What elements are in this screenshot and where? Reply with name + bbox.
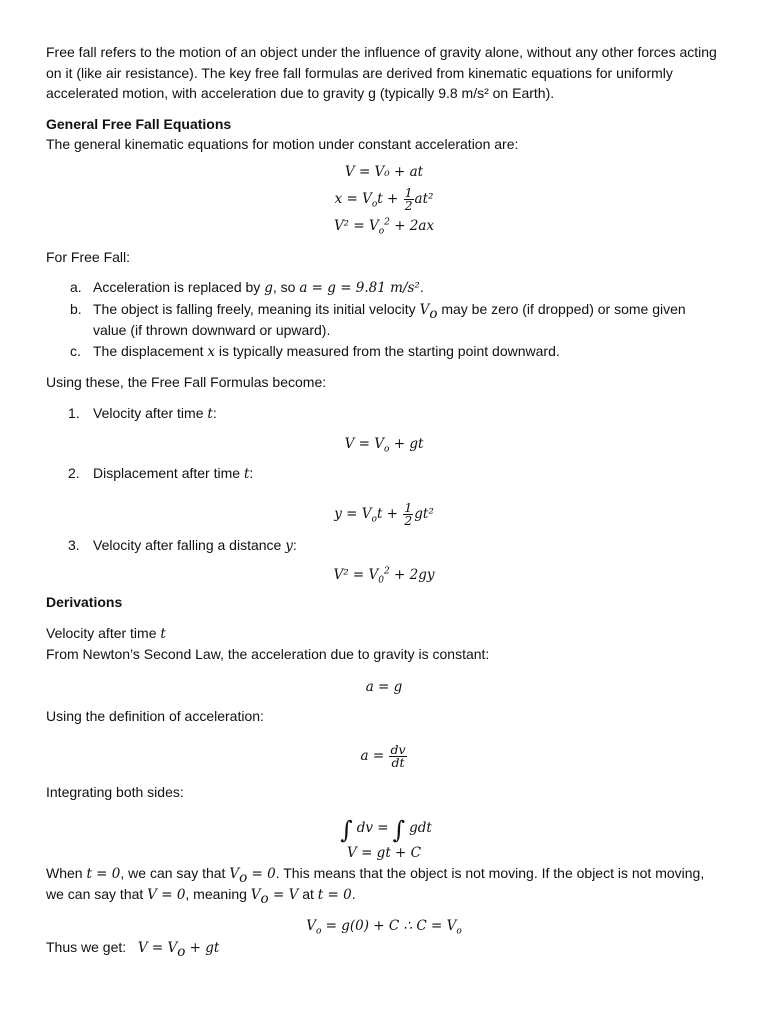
equation-free-fall-displacement: $y = V_ot$ + $\frac{1}{2}$ gt² [334, 499, 434, 528]
list-item: a. Acceleration is replaced by g, so a = g = 9.81 m/s². [70, 279, 424, 296]
equation-displacement: $x = V_ot$ + $\frac{1}{2}$ at² [334, 184, 434, 213]
equation-velocity-squared: $V^2 = V_o^2 + 2ax$ [333, 217, 435, 237]
document-page [46, 42, 722, 958]
intro-paragraph: Free fall refers to the motion of an object under the influence of gravity alone, without any other forces acting on it (like air resistance). The key free fall formulas are derived from kinematic equations for uniformly accelerated motion, with acceleration due to gravity g (typically 9.8 m/s² on Earth). [46, 44, 717, 101]
free-fall-conditions-list [46, 277, 722, 362]
newton-text: From Newton’s Second Law, the acceleration due to gravity is constant: [46, 646, 490, 662]
derivations-heading: Derivations [46, 594, 123, 610]
initial-condition-paragraph: When t = 0, we can say that $V_o = 0$. This means that the object is not moving. If the object is not moving, we can say that V = 0, meaning $V_o = V$ at t = 0. [46, 864, 705, 907]
equation-constant: $V_o = g(0) + C$ ∴ $C = V_o$ [306, 917, 462, 937]
equation-free-fall-velocity: $V = V_o$ + gt [344, 436, 424, 455]
formula-item-2: 2. Displacement after time t: [68, 465, 254, 482]
equation-acceleration-definition: a = $\frac{dv}{dt}$ [360, 742, 406, 770]
integrating-text: Integrating both sides: [46, 784, 184, 800]
general-equations [46, 161, 722, 237]
equation-velocity: V = V₀ + at [344, 163, 424, 180]
formula-item-3: 3. Velocity after falling a distance y: [68, 536, 297, 554]
formulas-intro: Using these, the Free Fall Formulas become: [46, 374, 327, 390]
formula-item-1: 1. Velocity after time t: [68, 404, 217, 422]
list-item: c. The displacement x is typically measured from the starting point downward. [70, 342, 560, 360]
list-item: b. The object is falling freely, meaning its initial velocity $V_o$ may be zero (if dropped) or some given value (if thrown downward or upward). [70, 300, 686, 338]
equation-integral-result: V = gt + C [347, 844, 421, 861]
equation-free-fall-velocity-distance: $V^2 = V_0^2 + 2gy$ [333, 566, 435, 586]
conclusion-line: Thus we get: $V = V_o$ + gt [46, 938, 220, 960]
equation-a-equals-g: a = g [365, 678, 403, 695]
definition-text: Using the definition of acceleration: [46, 707, 264, 724]
for-free-fall-label: For Free Fall: [46, 248, 131, 265]
derivation-subheading: Velocity after time t [46, 624, 166, 642]
general-heading: General Free Fall Equations [46, 115, 232, 132]
equation-integral: ∫ dv = ∫ gdt [340, 815, 432, 844]
general-text: The general kinematic equations for motion under constant acceleration are: [46, 136, 519, 152]
